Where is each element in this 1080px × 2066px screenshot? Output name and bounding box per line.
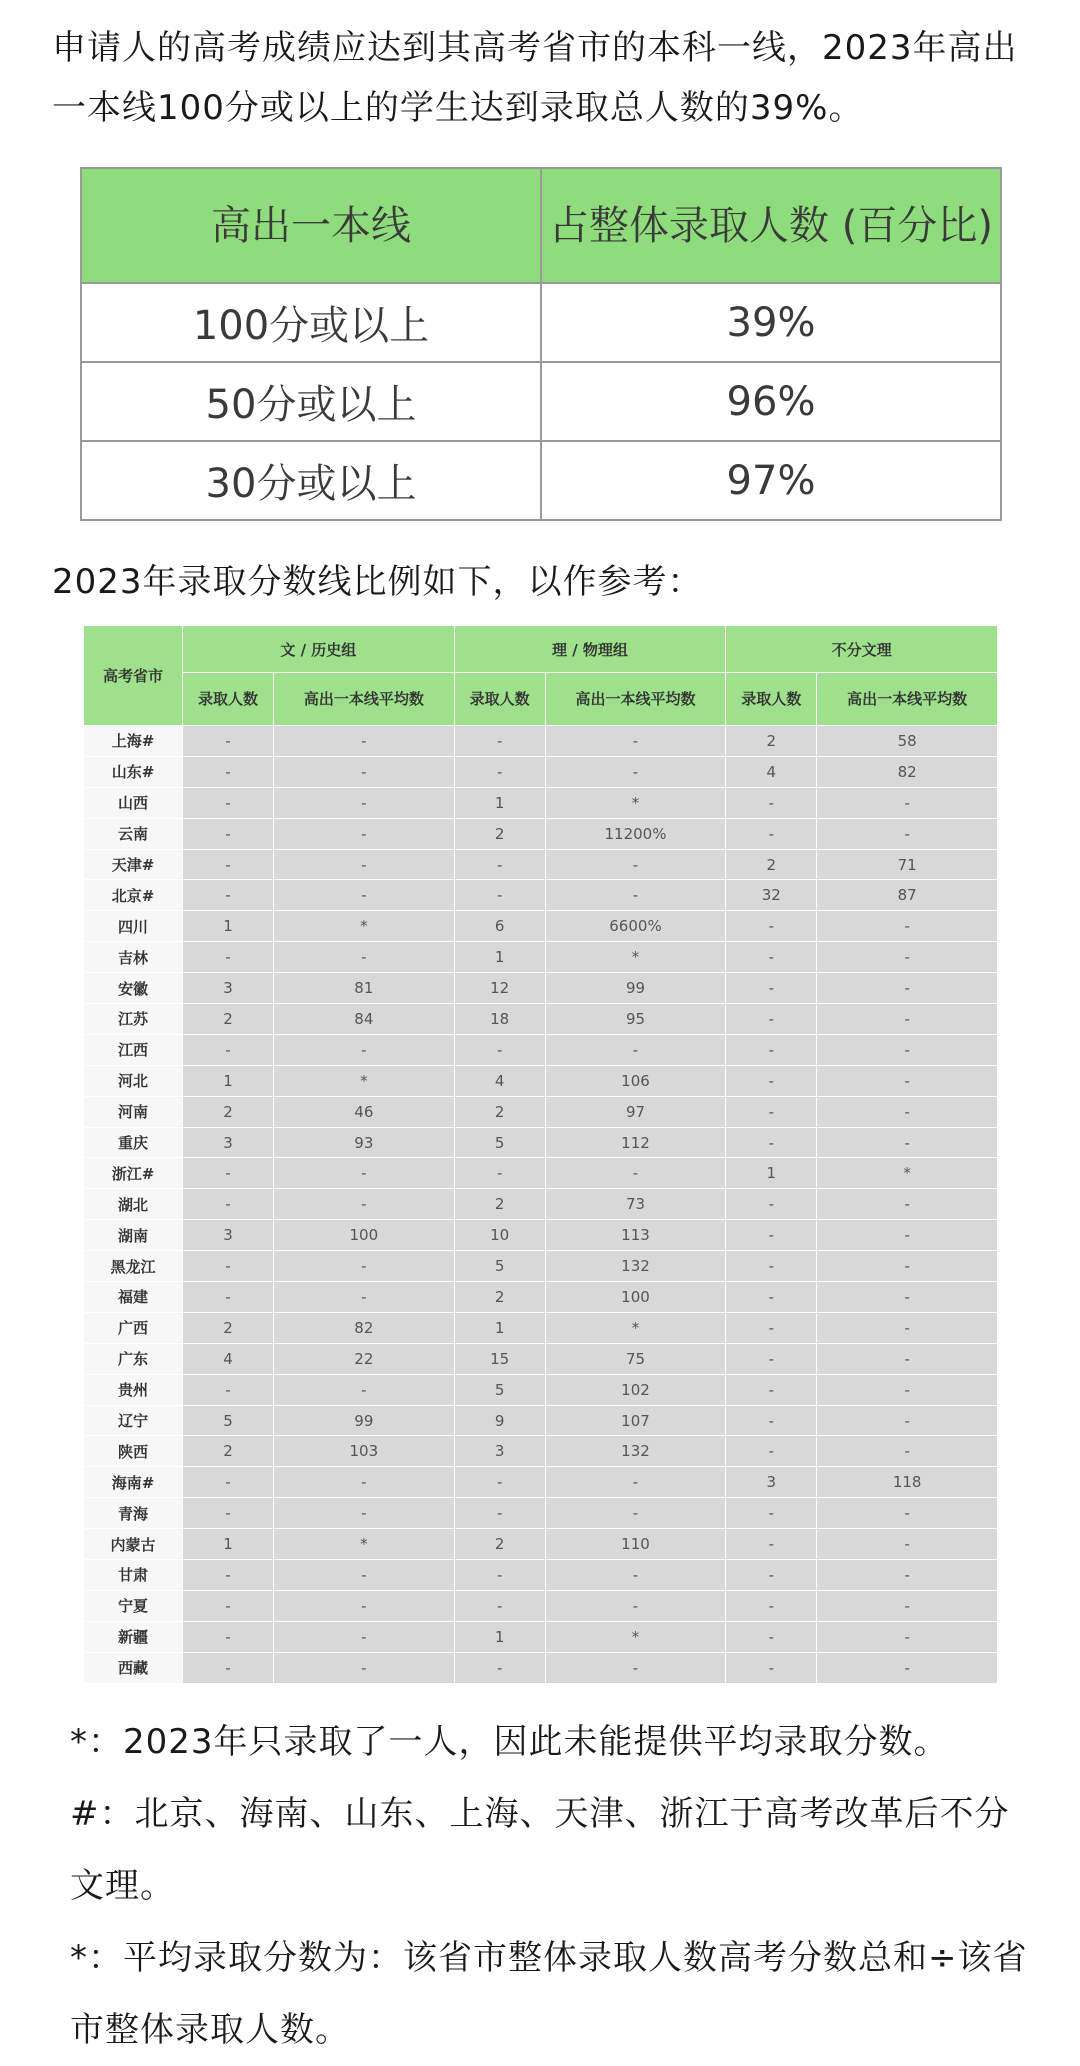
value-cell: - [183,1498,274,1529]
value-cell: - [817,1652,998,1683]
province-cell: 江西 [84,1034,183,1065]
value-cell: 99 [545,973,726,1004]
table-row [84,1158,998,1189]
value-cell: - [183,818,274,849]
value-cell: - [454,1467,545,1498]
value-cell: - [274,1034,455,1065]
value-cell: - [183,1560,274,1591]
value-cell: - [183,756,274,787]
value-cell: - [726,973,817,1004]
table-row [84,1065,998,1096]
province-cell: 重庆 [84,1127,183,1158]
table-row [84,1220,998,1251]
table-row [84,1343,998,1374]
value-cell: 10 [454,1220,545,1251]
value-cell: * [545,1621,726,1652]
summary-cell-score: 50分或以上 [81,362,541,441]
table-row [84,942,998,973]
value-cell: - [183,1158,274,1189]
table-row [84,1127,998,1158]
table-row [84,1498,998,1529]
value-cell: - [726,818,817,849]
value-cell: 18 [454,1004,545,1035]
value-cell: 1 [726,1158,817,1189]
table-row [84,1004,998,1035]
value-cell: - [274,1498,455,1529]
subheader-average: 高出一本线平均数 [274,673,455,726]
value-cell: - [454,756,545,787]
province-cell: 北京# [84,880,183,911]
value-cell: - [545,1158,726,1189]
value-cell: - [183,1189,274,1220]
table-row [84,1621,998,1652]
table-row [84,1590,998,1621]
province-cell: 浙江# [84,1158,183,1189]
value-cell: * [545,787,726,818]
value-cell: - [726,1529,817,1560]
value-cell: - [274,1467,455,1498]
table-row [84,726,998,757]
value-cell: 2 [726,849,817,880]
value-cell: 5 [454,1374,545,1405]
value-cell: * [274,1529,455,1560]
province-cell: 云南 [84,818,183,849]
value-cell: - [817,942,998,973]
summary-row [81,441,1001,520]
value-cell: 1 [454,1312,545,1343]
value-cell: - [726,1343,817,1374]
summary-header-percent: 占整体录取人数 (百分比) [541,168,1001,283]
value-cell: - [183,942,274,973]
value-cell: - [726,1034,817,1065]
table-row [84,787,998,818]
table-row [84,1189,998,1220]
value-cell: - [274,756,455,787]
table-row [84,1251,998,1282]
value-cell: 3 [726,1467,817,1498]
footnote-no-stream-split: #：北京、海南、山东、上海、天津、浙江于高考改革后不分文理。 [70,1794,1010,1906]
value-cell: - [274,880,455,911]
value-cell: - [726,787,817,818]
value-cell: 87 [817,880,998,911]
summary-header-score: 高出一本线 [81,168,541,283]
table-row [84,911,998,942]
value-cell: 75 [545,1343,726,1374]
value-cell: - [726,1282,817,1313]
value-cell: - [183,1282,274,1313]
province-cell: 陕西 [84,1436,183,1467]
table-row [84,1096,998,1127]
value-cell: - [817,1529,998,1560]
subheader-admitted: 录取人数 [183,673,274,726]
value-cell: 2 [454,1529,545,1560]
province-cell: 四川 [84,911,183,942]
summary-table [80,167,1002,521]
table-row [84,1374,998,1405]
value-cell: - [817,1004,998,1035]
value-cell: - [183,849,274,880]
group-header-history: 文 / 历史组 [183,626,455,673]
value-cell: 93 [274,1127,455,1158]
province-cell: 河北 [84,1065,183,1096]
value-cell: - [817,1312,998,1343]
value-cell: 2 [454,1096,545,1127]
value-cell: - [817,1096,998,1127]
table-row [84,1560,998,1591]
value-cell: 113 [545,1220,726,1251]
value-cell: 1 [454,1621,545,1652]
province-header: 高考省市 [84,626,183,726]
value-cell: - [726,1652,817,1683]
province-cell: 黑龙江 [84,1251,183,1282]
value-cell: 73 [545,1189,726,1220]
footnote-average-formula: *：平均录取分数为：该省市整体录取人数高考分数总和÷该省市整体录取人数。 [70,1938,1028,2050]
province-cell: 宁夏 [84,1590,183,1621]
value-cell: 112 [545,1127,726,1158]
value-cell: 102 [545,1374,726,1405]
value-cell: 95 [545,1004,726,1035]
table-row [84,818,998,849]
value-cell: 2 [183,1436,274,1467]
summary-cell-percent: 39% [541,283,1001,362]
value-cell: 1 [183,1065,274,1096]
value-cell: - [274,1189,455,1220]
value-cell: 132 [545,1436,726,1467]
value-cell: - [274,726,455,757]
value-cell: - [454,726,545,757]
value-cell: * [545,942,726,973]
value-cell: - [817,1436,998,1467]
value-cell: - [454,1158,545,1189]
province-cell: 新疆 [84,1621,183,1652]
value-cell: 82 [817,756,998,787]
footnote-single-admission: *：2023年只录取了一人，因此未能提供平均录取分数。 [70,1722,949,1762]
value-cell: - [817,1405,998,1436]
province-cell: 海南# [84,1467,183,1498]
value-cell: - [274,1560,455,1591]
intro-paragraph: 申请人的高考成绩应达到其高考省市的本科一线，2023年高出一本线100分或以上的学生达到录取总人数的39%。 [52,28,1018,128]
value-cell: - [183,787,274,818]
value-cell: 2 [183,1004,274,1035]
detail-table-body [84,726,998,1684]
value-cell: - [274,849,455,880]
value-cell: - [726,1498,817,1529]
value-cell: - [545,726,726,757]
value-cell: - [454,1498,545,1529]
province-cell: 甘肃 [84,1560,183,1591]
value-cell: - [817,1127,998,1158]
province-cell: 辽宁 [84,1405,183,1436]
value-cell: - [545,1498,726,1529]
value-cell: * [274,1065,455,1096]
value-cell: - [274,1251,455,1282]
value-cell: 22 [274,1343,455,1374]
province-cell: 贵州 [84,1374,183,1405]
value-cell: - [726,1251,817,1282]
value-cell: - [545,880,726,911]
summary-row [81,362,1001,441]
value-cell: - [274,1158,455,1189]
value-cell: - [817,1621,998,1652]
value-cell: 1 [183,911,274,942]
value-cell: - [274,787,455,818]
group-header-unified: 不分文理 [726,626,998,673]
value-cell: 110 [545,1529,726,1560]
value-cell: 3 [454,1436,545,1467]
value-cell: - [726,1374,817,1405]
value-cell: - [817,787,998,818]
value-cell: 2 [454,1282,545,1313]
value-cell: - [454,1652,545,1683]
summary-cell-score: 100分或以上 [81,283,541,362]
value-cell: - [545,1034,726,1065]
province-cell: 广东 [84,1343,183,1374]
value-cell: - [726,911,817,942]
value-cell: 106 [545,1065,726,1096]
value-cell: - [726,1436,817,1467]
summary-cell-percent: 97% [541,441,1001,520]
value-cell: 82 [274,1312,455,1343]
value-cell: - [454,1590,545,1621]
table-row [84,756,998,787]
table-row [84,1034,998,1065]
value-cell: - [726,1189,817,1220]
value-cell: 46 [274,1096,455,1127]
value-cell: 1 [454,787,545,818]
group-header-physics: 理 / 物理组 [454,626,726,673]
value-cell: - [274,1652,455,1683]
province-cell: 吉林 [84,942,183,973]
province-cell: 广西 [84,1312,183,1343]
value-cell: 84 [274,1004,455,1035]
value-cell: - [817,1189,998,1220]
table-row [84,1529,998,1560]
province-cell: 湖北 [84,1189,183,1220]
value-cell: - [274,942,455,973]
province-cell: 内蒙古 [84,1529,183,1560]
value-cell: - [817,1374,998,1405]
value-cell: - [726,1220,817,1251]
value-cell: 5 [454,1251,545,1282]
value-cell: - [454,1560,545,1591]
value-cell: 71 [817,849,998,880]
summary-row [81,283,1001,362]
value-cell: - [274,1374,455,1405]
value-cell: 2 [454,818,545,849]
admission-detail-table [83,625,998,1684]
value-cell: - [726,1004,817,1035]
value-cell: - [183,1621,274,1652]
value-cell: - [274,1282,455,1313]
province-cell: 上海# [84,726,183,757]
value-cell: * [817,1158,998,1189]
value-cell: 100 [274,1220,455,1251]
value-cell: * [545,1312,726,1343]
value-cell: - [274,1621,455,1652]
province-cell: 山东# [84,756,183,787]
table-row [84,1312,998,1343]
value-cell: - [817,911,998,942]
table-row [84,1282,998,1313]
value-cell: 11200% [545,818,726,849]
value-cell: - [726,1621,817,1652]
value-cell: - [274,1590,455,1621]
value-cell: - [817,1065,998,1096]
table-row [84,973,998,1004]
value-cell: - [817,818,998,849]
value-cell: 4 [726,756,817,787]
table-row [84,1467,998,1498]
value-cell: 1 [454,942,545,973]
value-cell: - [726,1405,817,1436]
value-cell: - [454,849,545,880]
value-cell: - [545,1590,726,1621]
value-cell: 107 [545,1405,726,1436]
value-cell: - [817,1282,998,1313]
value-cell: - [545,756,726,787]
province-cell: 天津# [84,849,183,880]
footnotes [70,1706,1030,2066]
subheader-average: 高出一本线平均数 [545,673,726,726]
table-row [84,1436,998,1467]
value-cell: - [726,942,817,973]
value-cell: - [183,880,274,911]
value-cell: - [183,1374,274,1405]
value-cell: * [274,911,455,942]
value-cell: 4 [183,1343,274,1374]
value-cell: 118 [817,1467,998,1498]
table-row [84,849,998,880]
value-cell: - [545,1560,726,1591]
province-cell: 江苏 [84,1004,183,1035]
province-cell: 湖南 [84,1220,183,1251]
value-cell: 100 [545,1282,726,1313]
subheader-average: 高出一本线平均数 [817,673,998,726]
province-cell: 山西 [84,787,183,818]
value-cell: 132 [545,1251,726,1282]
value-cell: - [817,1220,998,1251]
province-cell: 安徽 [84,973,183,1004]
value-cell: 5 [183,1405,274,1436]
table-row [84,880,998,911]
province-cell: 西藏 [84,1652,183,1683]
value-cell: - [545,1652,726,1683]
value-cell: - [183,1467,274,1498]
value-cell: - [183,726,274,757]
value-cell: - [183,1652,274,1683]
value-cell: 58 [817,726,998,757]
value-cell: - [817,1034,998,1065]
value-cell: - [817,1560,998,1591]
subheader-admitted: 录取人数 [726,673,817,726]
table-row [84,1652,998,1683]
value-cell: - [726,1096,817,1127]
value-cell: - [726,1560,817,1591]
value-cell: 12 [454,973,545,1004]
value-cell: 99 [274,1405,455,1436]
value-cell: - [817,1590,998,1621]
value-cell: - [817,1251,998,1282]
value-cell: 9 [454,1405,545,1436]
province-cell: 福建 [84,1282,183,1313]
value-cell: 2 [183,1096,274,1127]
value-cell: - [726,1590,817,1621]
value-cell: - [274,818,455,849]
value-cell: 2 [183,1312,274,1343]
province-cell: 河南 [84,1096,183,1127]
value-cell: - [545,1467,726,1498]
value-cell: - [454,1034,545,1065]
value-cell: 15 [454,1343,545,1374]
value-cell: 4 [454,1065,545,1096]
summary-cell-score: 30分或以上 [81,441,541,520]
value-cell: 103 [274,1436,455,1467]
summary-cell-percent: 96% [541,362,1001,441]
value-cell: 81 [274,973,455,1004]
table-row [84,1405,998,1436]
value-cell: 3 [183,973,274,1004]
value-cell: 32 [726,880,817,911]
value-cell: - [545,849,726,880]
value-cell: - [726,1312,817,1343]
subheader-admitted: 录取人数 [454,673,545,726]
value-cell: 2 [454,1189,545,1220]
value-cell: 3 [183,1220,274,1251]
province-cell: 青海 [84,1498,183,1529]
value-cell: - [817,1343,998,1374]
reference-line: 2023年录取分数线比例如下，以作参考： [52,562,703,602]
value-cell: - [183,1034,274,1065]
value-cell: - [817,1498,998,1529]
value-cell: - [183,1251,274,1282]
value-cell: - [454,880,545,911]
value-cell: 1 [183,1529,274,1560]
value-cell: 2 [726,726,817,757]
value-cell: 97 [545,1096,726,1127]
value-cell: - [726,1127,817,1158]
value-cell: - [183,1590,274,1621]
value-cell: 6 [454,911,545,942]
value-cell: - [726,1065,817,1096]
value-cell: - [817,973,998,1004]
value-cell: 5 [454,1127,545,1158]
value-cell: 3 [183,1127,274,1158]
value-cell: 6600% [545,911,726,942]
